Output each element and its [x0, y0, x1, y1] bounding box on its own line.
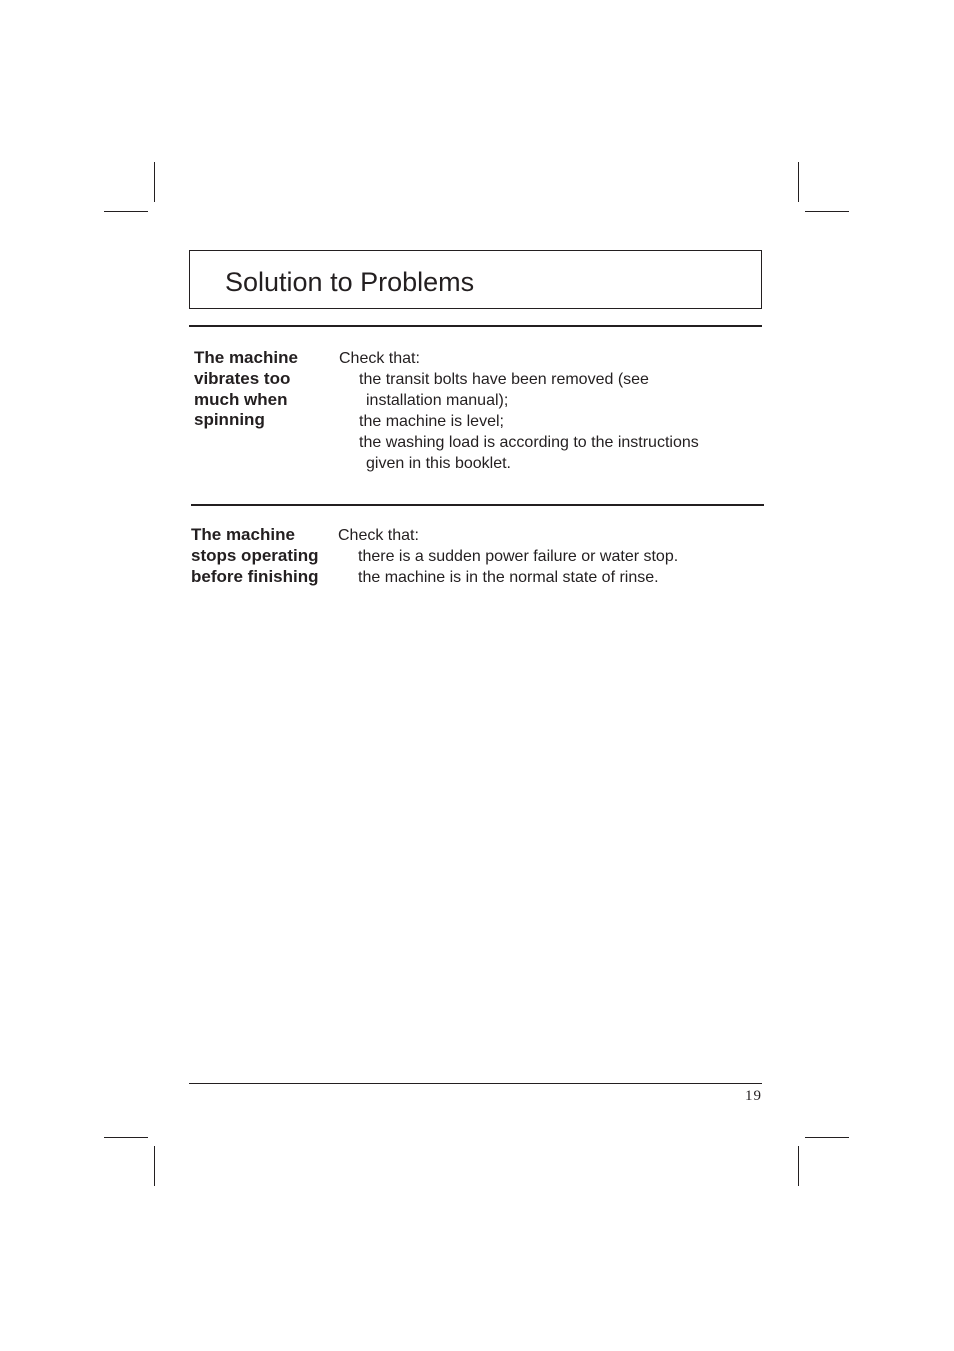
- title-box: [189, 250, 762, 309]
- crop-mark-top-right-vertical: [798, 162, 799, 202]
- check-item: [338, 546, 678, 567]
- crop-mark-top-right-horizontal: [805, 211, 849, 212]
- heading-line: spinning: [194, 410, 265, 430]
- check-item-text: the washing load is according to the instructions: [359, 434, 699, 451]
- check-lead: Check that:: [339, 350, 420, 367]
- check-item: [339, 369, 699, 411]
- page-number: 19: [745, 1088, 762, 1104]
- check-item: [339, 432, 699, 474]
- section-divider-middle: [191, 504, 764, 506]
- heading-line: vibrates too: [194, 368, 291, 388]
- page-title: Solution to Problems: [225, 267, 475, 297]
- crop-mark-bottom-right-vertical: [798, 1146, 799, 1186]
- heading-line: The machine: [191, 525, 295, 544]
- problem-heading-vibration: [194, 348, 334, 431]
- crop-mark-top-left-horizontal: [104, 211, 148, 212]
- problem-heading-stops: [191, 525, 331, 587]
- crop-mark-bottom-left-horizontal: [104, 1137, 148, 1138]
- check-item-text: there is a sudden power failure or water stop.: [358, 548, 679, 565]
- crop-mark-bottom-right-horizontal: [805, 1137, 849, 1138]
- section-divider-top: [189, 325, 762, 327]
- check-item-text: the machine is level;: [359, 413, 504, 430]
- check-item-continuation: given in this booklet.: [366, 455, 511, 472]
- check-item-text: the machine is in the normal state of rinse.: [358, 569, 659, 586]
- check-item-text: the transit bolts have been removed (see: [359, 371, 649, 388]
- heading-line: before finishing: [191, 566, 319, 586]
- check-item: [339, 411, 699, 432]
- crop-mark-top-left-vertical: [154, 162, 155, 202]
- problem-body-vibration: [339, 348, 699, 474]
- check-item-continuation: installation manual);: [366, 392, 509, 409]
- problem-body-stops: [338, 525, 678, 588]
- heading-line: stops operating: [191, 545, 319, 565]
- heading-line: much when: [194, 389, 288, 409]
- crop-mark-bottom-left-vertical: [154, 1146, 155, 1186]
- heading-line: The machine: [194, 348, 298, 367]
- check-lead: Check that:: [338, 527, 419, 544]
- check-item: [338, 567, 678, 588]
- footer-rule: [189, 1083, 762, 1084]
